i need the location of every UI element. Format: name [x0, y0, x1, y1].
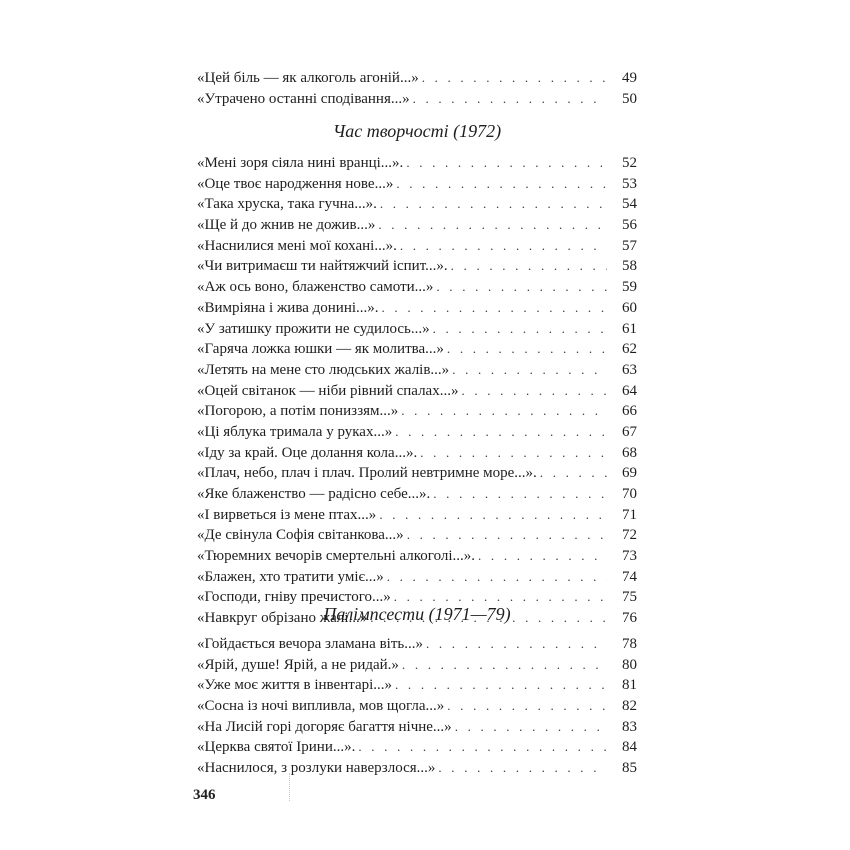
dot-leader — [379, 505, 607, 526]
dot-leader — [382, 298, 607, 319]
toc-entry-title: «І вирветься із мене птах...» — [197, 506, 377, 523]
toc-entry-title: «Церква святої Ірини...». — [197, 739, 356, 756]
dot-leader — [426, 634, 607, 655]
toc-entry-page: 81 — [622, 677, 637, 694]
toc-entry — [197, 319, 637, 340]
toc-entry-page: 62 — [622, 341, 637, 358]
toc-entry-page: 75 — [622, 589, 637, 606]
dot-leader — [402, 655, 607, 676]
toc-entry — [197, 256, 637, 277]
toc-entry-title: «Оце твоє народження нове...» — [197, 175, 394, 192]
dot-leader — [451, 256, 607, 277]
toc-entry — [197, 401, 637, 422]
dot-leader — [433, 319, 607, 340]
toc-entry-page: 66 — [622, 403, 637, 420]
toc-entry-page: 57 — [622, 237, 637, 254]
toc-entry — [197, 339, 637, 360]
toc-entry-title: «Яке блаженство — радісно себе...». — [197, 486, 431, 502]
toc-entry — [197, 484, 637, 505]
toc-entry-title: «Чи витримаєш ти найтяжчий іспит...». — [197, 258, 448, 275]
dot-leader — [413, 89, 607, 110]
toc-entry-title: «Цей біль — як алкоголь агоній...» — [197, 70, 419, 86]
toc-entry-page: 84 — [622, 739, 637, 756]
toc-entry-page: 54 — [622, 196, 637, 213]
dot-leader — [395, 675, 607, 696]
toc-entry — [197, 675, 637, 696]
dot-leader — [540, 463, 607, 484]
toc-entry-title: «Тюремних вечорів смертельні алкоголі...». — [197, 548, 476, 565]
toc-section-continued — [197, 68, 637, 109]
dot-leader — [422, 68, 607, 89]
toc-entry — [197, 505, 637, 526]
toc-entry-page: 70 — [622, 486, 637, 502]
dot-leader — [452, 360, 607, 381]
toc-entry-page: 49 — [622, 70, 637, 86]
toc-section-chas-tvorchosti — [197, 115, 637, 629]
dot-leader — [447, 696, 607, 717]
page-number: 346 — [193, 787, 216, 803]
toc-entry-page: 56 — [622, 217, 637, 234]
toc-entry-title: «Така хруска, така гучна...». — [197, 196, 377, 213]
section-heading: Палімпсести (1971—79) — [323, 604, 511, 624]
toc-entry — [197, 89, 637, 110]
toc-entry-title: «Вимріяна і жива донині...». — [197, 299, 379, 316]
toc-entry-title: «Аж ось воно, блаженство самоти...» — [197, 279, 434, 296]
toc-entry-title: «Сосна із ночі випливла, мов щогла...» — [197, 698, 445, 715]
dot-leader — [396, 174, 607, 195]
dot-leader — [407, 525, 607, 546]
dot-leader — [378, 215, 607, 236]
toc-entry-page: 85 — [622, 760, 637, 777]
dot-leader — [406, 153, 607, 174]
toc-entry-page: 53 — [622, 175, 637, 192]
toc-entry — [197, 236, 637, 257]
dot-leader — [358, 737, 607, 758]
toc-entry — [197, 153, 637, 174]
toc-entry — [197, 443, 637, 464]
toc-entry-title: «Наснилися мені мої кохані...». — [197, 237, 397, 254]
toc-entry-title: «Уже моє життя в інвентарі...» — [197, 677, 393, 694]
toc-entry-page: 67 — [622, 423, 637, 440]
toc-entry-title: «Мені зоря сіяла нині вранці...». — [197, 155, 404, 171]
dot-leader — [420, 443, 607, 464]
toc-entry-title: «Іду за край. Оце долання кола...». — [197, 444, 418, 461]
dot-leader — [400, 236, 607, 257]
toc-entry-title: «Гаряча ложка юшки — як молитва...» — [197, 341, 444, 358]
toc-entry — [197, 696, 637, 717]
toc-entry — [197, 717, 637, 738]
toc-entry-page: 83 — [622, 718, 637, 735]
dot-leader — [436, 277, 607, 298]
toc-entry-title: «Летять на мене сто людських жалів...» — [197, 361, 450, 378]
toc-entry-page: 78 — [622, 636, 637, 652]
toc-entry-title: «Утрачено останні сподівання...» — [197, 90, 410, 107]
toc-entry — [197, 634, 637, 655]
toc-entry-title: «Ще й до жнив не дожив...» — [197, 217, 376, 234]
toc-entry — [197, 174, 637, 195]
toc-entry — [197, 546, 637, 567]
toc-entry — [197, 525, 637, 546]
toc-entry — [197, 215, 637, 236]
toc-entry-title: «Ці яблука тримала у руках...» — [197, 423, 393, 440]
toc-entry-title: «Господи, гніву пречистого...» — [197, 589, 391, 606]
toc-entry-page: 69 — [622, 465, 637, 482]
toc-entry — [197, 277, 637, 298]
toc-entry-title: «Де свінула Софія світанкова...» — [197, 527, 404, 544]
dot-leader — [401, 401, 607, 422]
toc-entry — [197, 68, 637, 89]
section-heading: Час творчості (1972) — [332, 121, 502, 141]
toc-entry-page: 50 — [622, 90, 637, 107]
toc-entry-page: 59 — [622, 279, 637, 296]
toc-entry — [197, 737, 637, 758]
scan-artifact — [289, 773, 291, 801]
toc-entry — [197, 758, 637, 779]
toc-entry-page: 74 — [622, 568, 637, 585]
dot-leader — [395, 422, 607, 443]
dot-leader — [433, 484, 607, 505]
toc-entry-title: «Оцей світанок — ніби рівний спалах...» — [197, 382, 459, 399]
toc-entry-title: «На Лисій горі догоряє багаття нічне...» — [197, 718, 452, 735]
toc-entry-page: 63 — [622, 361, 637, 378]
toc-entry — [197, 360, 637, 381]
toc-entry-title: «Ярій, душе! Ярій, а не ридай.» — [197, 656, 399, 673]
toc-entry-title: «У затишку прожити не судилось...» — [197, 320, 430, 337]
toc-entry — [197, 463, 637, 484]
dot-leader — [387, 567, 607, 588]
toc-entry — [197, 655, 637, 676]
dot-leader — [438, 758, 607, 779]
toc-entry-page: 61 — [622, 320, 637, 337]
toc-entry-title: «Наснилося, з розлуки наверзлося...» — [197, 760, 436, 777]
dot-leader — [455, 717, 607, 738]
toc-entry-page: 76 — [622, 610, 637, 627]
toc-entry-page: 73 — [622, 548, 637, 565]
toc-entry-page: 58 — [622, 258, 637, 275]
toc-entry-page: 60 — [622, 299, 637, 316]
dot-leader — [461, 381, 607, 402]
toc-entry-page: 52 — [622, 155, 637, 171]
toc-entry — [197, 298, 637, 319]
toc-entry-title: «Гойдається вечора зламана віть...» — [197, 636, 423, 652]
toc-entry-title: «Плач, небо, плач і плач. Пролий невтримне море...». — [197, 465, 537, 482]
toc-entry — [197, 194, 637, 215]
toc-entry-page: 82 — [622, 698, 637, 715]
dot-leader — [447, 339, 607, 360]
toc-entry — [197, 422, 637, 443]
toc-entry-page: 72 — [622, 527, 637, 544]
toc-entry — [197, 567, 637, 588]
dot-leader — [380, 194, 607, 215]
toc-entry-page: 80 — [622, 656, 637, 673]
toc-entry-page: 71 — [622, 506, 637, 523]
toc-entry-title: «Погорою, а потім пониззям...» — [197, 403, 399, 420]
dot-leader — [478, 546, 607, 567]
toc-entry-page: 64 — [622, 382, 637, 399]
toc-entry-title: «Навкруг обрізано жалі...» — [197, 610, 368, 627]
toc-section-palimpsesty — [197, 598, 637, 779]
toc-entry — [197, 381, 637, 402]
toc-entry-page: 68 — [622, 444, 637, 461]
toc-entry-title: «Блажен, хто тратити уміє...» — [197, 568, 384, 585]
